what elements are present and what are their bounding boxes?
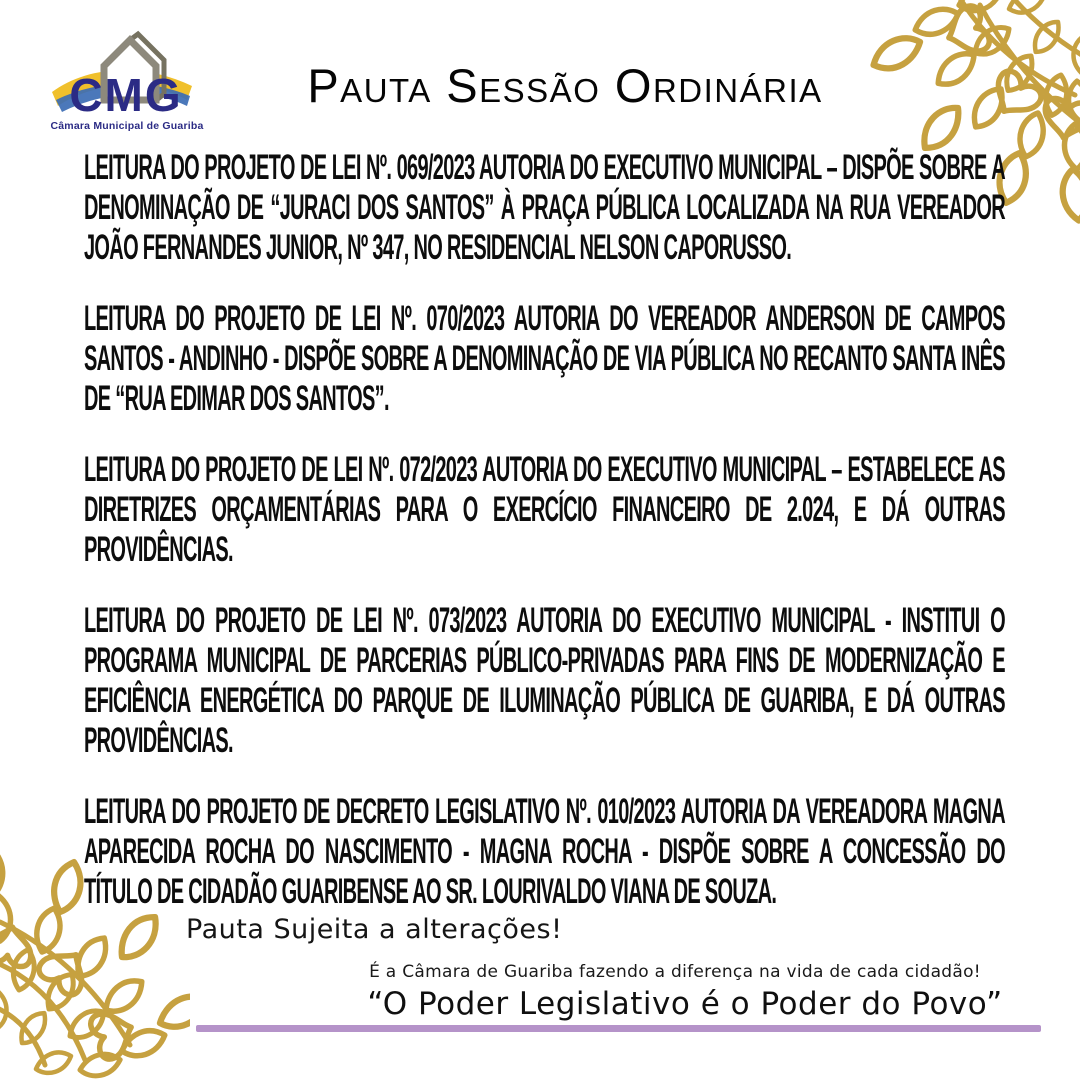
agenda-list <box>84 148 1005 943</box>
tagline: É a Câmara de Guariba fazendo a diferença na vida de cada cidadão! <box>369 962 981 982</box>
agenda-item-2: LEITURA DO PROJETO DE LEI Nº. 070/2023 AUTORIA DO VEREADOR ANDERSON DE CAMPOS SANTOS - ANDINHO - DISPÕE SOBRE A DENOMINAÇÃO DE VIA PÚBLICA NO RECANTO SANTA INÊS DE “RUA EDIMAR DOS SANTOS”. <box>84 299 1005 418</box>
logo-acronym: CMG <box>69 69 183 121</box>
motto-quote: “O Poder Legislativo é o Poder do Povo” <box>367 986 1003 1022</box>
agenda-item-5: LEITURA DO PROJETO DE DECRETO LEGISLATIVO Nº. 010/2023 AUTORIA DA VEREADORA MAGNA APARECIDA ROCHA DO NASCIMENTO - MAGNA ROCHA - DISPÕE SOBRE A CONCESSÃO DO TÍTULO DE CIDADÃO GUARIBENSE AO SR. LOURIVALDO VIANA DE SOUZA. <box>84 792 1005 911</box>
agenda-item-4: LEITURA DO PROJETO DE LEI Nº. 073/2023 AUTORIA DO EXECUTIVO MUNICIPAL - INSTITUI O PROGRAMA MUNICIPAL DE PARCERIAS PÚBLICO-PRIVADAS PARA FINS DE MODERNIZAÇÃO E EFICIÊNCIA ENERGÉTICA DO PARQUE DE ILUMINAÇÃO PÚBLICA DE GUARIBA, E DÁ OUTRAS PROVIDÊNCIAS. <box>84 601 1005 760</box>
subject-to-change-note: Pauta Sujeita a alterações! <box>186 914 563 945</box>
cmg-logo <box>42 28 202 140</box>
purple-divider-line <box>196 1025 1041 1032</box>
agenda-item-1: LEITURA DO PROJETO DE LEI Nº. 069/2023 AUTORIA DO EXECUTIVO MUNICIPAL – DISPÕE SOBRE A DENOMINAÇÃO DE “JURACI DOS SANTOS” À PRAÇA PÚBLICA LOCALIZADA NA RUA VEREADOR JOÃO FERNANDES JUNIOR, Nº 347, NO RESIDENCIAL NELSON CAPORUSSO. <box>84 148 1005 267</box>
page-title: Pauta Sessão Ordinária <box>307 59 823 112</box>
agenda-item-3: LEITURA DO PROJETO DE LEI Nº. 072/2023 AUTORIA DO EXECUTIVO MUNICIPAL – ESTABELECE AS DIRETRIZES ORÇAMENTÁRIAS PARA O EXERCÍCIO FINANCEIRO DE 2.024, E DÁ OUTRAS PROVIDÊNCIAS. <box>84 450 1005 569</box>
logo-caption: Câmara Municipal de Guariba <box>50 120 204 132</box>
